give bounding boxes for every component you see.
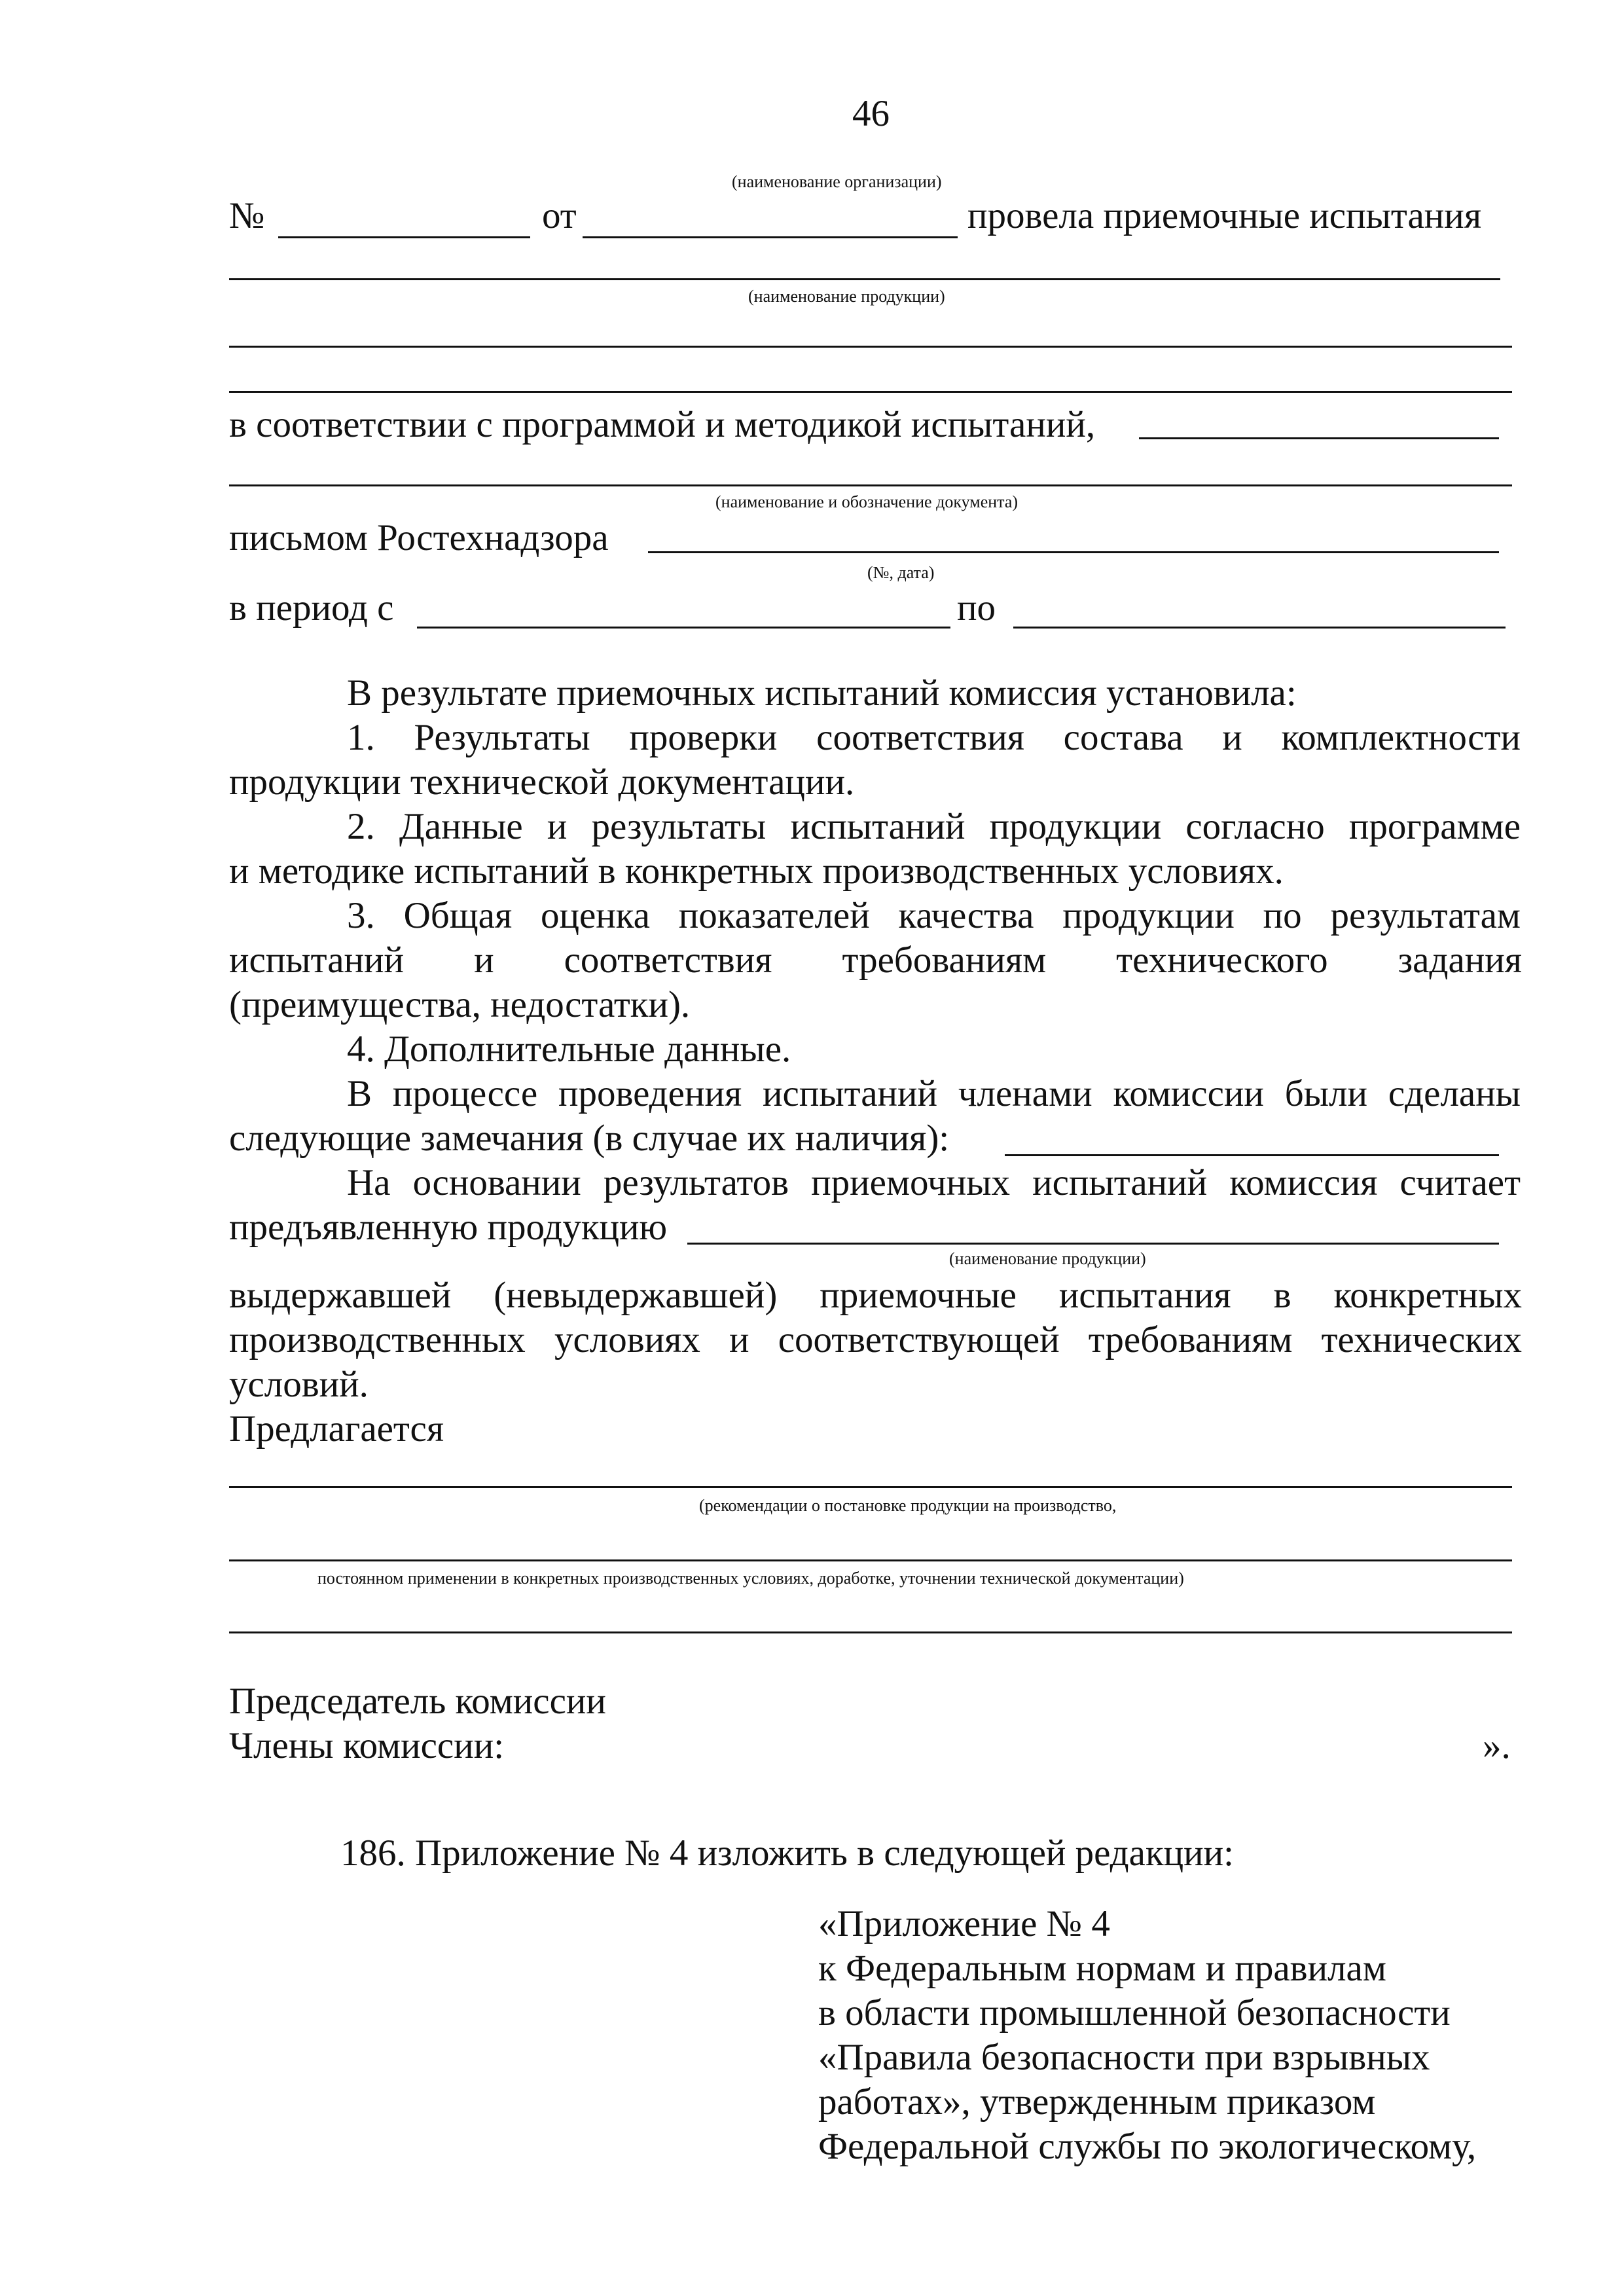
recommendation-field-line-3[interactable] xyxy=(229,1631,1512,1633)
according-text: в соответствии с программой и методикой испытаний, xyxy=(229,404,1096,445)
remarks-field-line[interactable] xyxy=(1005,1154,1499,1156)
caption-product: (наименование продукции) xyxy=(748,287,945,306)
number-field-line[interactable] xyxy=(278,236,530,238)
closing-quote: ». xyxy=(1483,1725,1511,1766)
item-2-line-2: и методике испытаний в конкретных производственных условиях. xyxy=(229,850,1284,892)
chairman-label: Председатель комиссии xyxy=(229,1681,606,1722)
blank-line-1[interactable] xyxy=(229,346,1512,348)
item-3-line-3: (преимущества, недостатки). xyxy=(229,984,691,1025)
amendment-text: 186. Приложение № 4 изложить в следующей редакции: xyxy=(340,1832,1235,1874)
item-1-line-2: продукции технической документации. xyxy=(229,761,855,803)
remarks-line-1: В процессе проведения испытаний членами комиссии были сделаны xyxy=(347,1073,1521,1114)
appendix-header-line-4: «Правила безопасности при взрывных xyxy=(818,2037,1430,2078)
caption-product-2: (наименование продукции) xyxy=(949,1249,1146,1268)
appendix-header-line-1: «Приложение № 4 xyxy=(818,1903,1110,1944)
recommendation-field-line-2[interactable] xyxy=(229,1559,1512,1561)
period-start-field-line[interactable] xyxy=(417,627,950,629)
appendix-header-line-3: в области промышленной безопасности xyxy=(818,1992,1451,2033)
item-1-line-1: 1. Результаты проверки соответствия состава и комплектности xyxy=(347,717,1521,758)
passed-line-1: выдержавшей (невыдержавшей) приемочные испытания в конкретных xyxy=(229,1275,1522,1316)
caption-organization: (наименование организации) xyxy=(732,172,942,191)
letter-field-line[interactable] xyxy=(648,551,1499,553)
results-intro: В результате приемочных испытаний комиссия установила: xyxy=(347,672,1297,714)
number-sign: № xyxy=(229,195,265,236)
remarks-line-2: следующие замечания (в случае их наличия): xyxy=(229,1118,950,1159)
appendix-header-line-6: Федеральной службы по экологическому, xyxy=(818,2126,1477,2167)
item-3-line-2: испытаний и соответствия требованиям технического задания xyxy=(229,939,1522,981)
members-label: Члены комиссии: xyxy=(229,1725,505,1766)
passed-line-2: производственных условиях и соответствующей требованиям технических xyxy=(229,1319,1522,1360)
date-field-line[interactable] xyxy=(583,236,958,238)
from-word: от xyxy=(542,195,577,236)
basis-line-2: предъявленную продукцию xyxy=(229,1207,668,1248)
appendix-header-line-5: работах», утвержденным приказом xyxy=(818,2081,1376,2123)
letter-text: письмом Ростехнадзора xyxy=(229,517,609,558)
caption-document: (наименование и обозначение документа) xyxy=(715,492,1019,511)
product-field-line[interactable] xyxy=(229,278,1500,280)
item-2-line-1: 2. Данные и результаты испытаний продукции согласно программе xyxy=(347,806,1521,847)
period-to-text: по xyxy=(957,587,996,629)
caption-recommendation-2: постоянном применении в конкретных производственных условиях, доработке, уточнении технической документации) xyxy=(317,1569,1184,1588)
recommendation-field-line-1[interactable] xyxy=(229,1486,1512,1488)
program-field-line[interactable] xyxy=(1139,437,1499,439)
document-field-line[interactable] xyxy=(229,484,1512,486)
proposed-text: Предлагается xyxy=(229,1408,444,1449)
caption-number-date: (№, дата) xyxy=(867,563,935,582)
appendix-header-line-2: к Федеральным нормам и правилам xyxy=(818,1948,1386,1989)
passed-line-3: условий. xyxy=(229,1364,369,1405)
presented-product-field-line[interactable] xyxy=(687,1243,1499,1245)
item-4: 4. Дополнительные данные. xyxy=(347,1029,791,1070)
item-3-line-1: 3. Общая оценка показателей качества продукции по результатам xyxy=(347,895,1521,936)
conducted-text: провела приемочные испытания xyxy=(967,195,1482,236)
page-number: 46 xyxy=(852,93,890,134)
blank-line-2[interactable] xyxy=(229,391,1512,393)
caption-recommendation-1: (рекомендации о постановке продукции на производство, xyxy=(699,1496,1117,1515)
basis-line-1: На основании результатов приемочных испытаний комиссия считает xyxy=(347,1162,1521,1203)
period-from-text: в период с xyxy=(229,587,394,629)
period-end-field-line[interactable] xyxy=(1013,627,1506,629)
